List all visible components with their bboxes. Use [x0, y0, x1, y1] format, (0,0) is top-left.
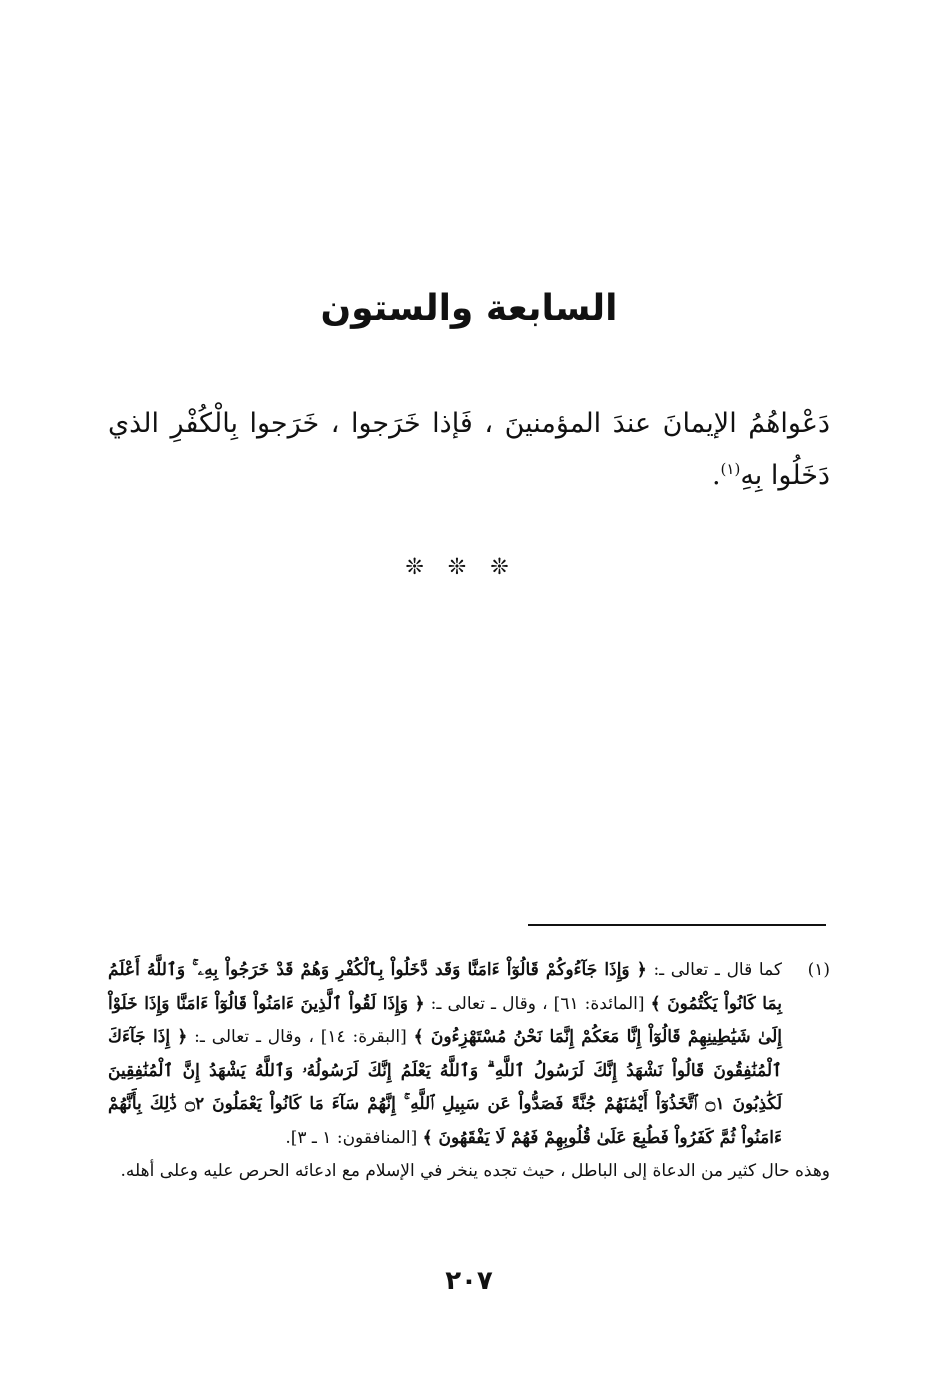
section-separator-stars: ❊❊❊ [405, 555, 533, 580]
footnote-commentary: وهذه حال كثير من الدعاة إلى الباطل ، حيث تجده ينخر في الإسلام مع ادعائه الحرص عليه وعلى أهله. [120, 1161, 830, 1181]
page-number: ٢٠٧ [445, 1266, 493, 1296]
quran-ref-maidah: [المائدة: ٦١] ، وقال ـ تعالى ـ: [430, 993, 645, 1014]
quran-ref-baqarah: [البقرة: ١٤] ، وقال ـ تعالى ـ: [194, 1027, 407, 1047]
footnote-number: (١) [807, 960, 830, 980]
footnote-row [108, 954, 830, 1155]
footnote-body [108, 954, 782, 1155]
footnote [108, 954, 830, 1189]
quran-ref-munafiqun: [المنافقون: ١ ـ ٣]. [285, 1127, 418, 1148]
footnote-reference[interactable]: (١) [720, 460, 741, 478]
main-paragraph [108, 398, 830, 502]
quran-quote-maidah: ﴿ وَإِذَا جَآءُوكُمْ قَالُوٓاْ ءَامَنَّا وَقَد دَّخَلُواْ بِٱلْكُفْرِ وَهُمْ قَدْ خَرَجُواْ بِهِۦ ۚ وَٱللَّهُ أَعْلَمُ بِمَا كَانُواْ يَكْتُمُونَ ﴾ [108, 960, 783, 1014]
quran-quote-munafiqun: ﴿ إِذَا جَآءَكَ ٱلْمُنَٰفِقُونَ قَالُواْ نَشْهَدُ إِنَّكَ لَرَسُولُ ٱللَّهِ ۗ وَٱللَّهُ يَعْلَمُ إِنَّكَ لَرَسُولُهُۥ وَٱللَّهُ يَشْهَدُ إِنَّ ٱلْمُنَٰفِقِينَ لَكَٰذِبُونَ ۝١ ٱتَّخَذُوٓاْ أَيْمَٰنَهُمْ جُنَّةً فَصَدُّواْ عَن سَبِيلِ ٱللَّهِ ۚ إِنَّهُمْ سَآءَ مَا كَانُواْ يَعْمَلُونَ ۝٢ ذَٰلِكَ بِأَنَّهُمْ ءَامَنُواْ ثُمَّ كَفَرُواْ فَطُبِعَ عَلَىٰ قُلُوبِهِمْ فَهُمْ لَا يَفْقَهُونَ ﴾ [108, 1027, 782, 1148]
footnote-divider [528, 924, 826, 926]
chapter-title: السابعة والستون [320, 288, 618, 329]
footnote-lead: كما قال ـ تعالى ـ: [653, 960, 782, 980]
quran-quote-baqarah: ﴿ وَإِذَا لَقُواْ ٱلَّذِينَ ءَامَنُواْ قَالُوٓاْ ءَامَنَّا وَإِذَا خَلَوْاْ إِلَىٰ شَيَٰطِينِهِمْ قَالُوٓاْ إِنَّا مَعَكُمْ إِنَّمَا نَحْنُ مُسْتَهْزِءُونَ ﴾ [108, 993, 783, 1047]
main-text-end: . [711, 460, 721, 491]
main-text-body: دَعْواهُمُ الإيمانَ عندَ المؤمنينَ ، فَإذا خَرَجوا ، خَرَجوا بِالْكُفْرِ الذي دَخَلُوا بِهِ [108, 408, 830, 491]
